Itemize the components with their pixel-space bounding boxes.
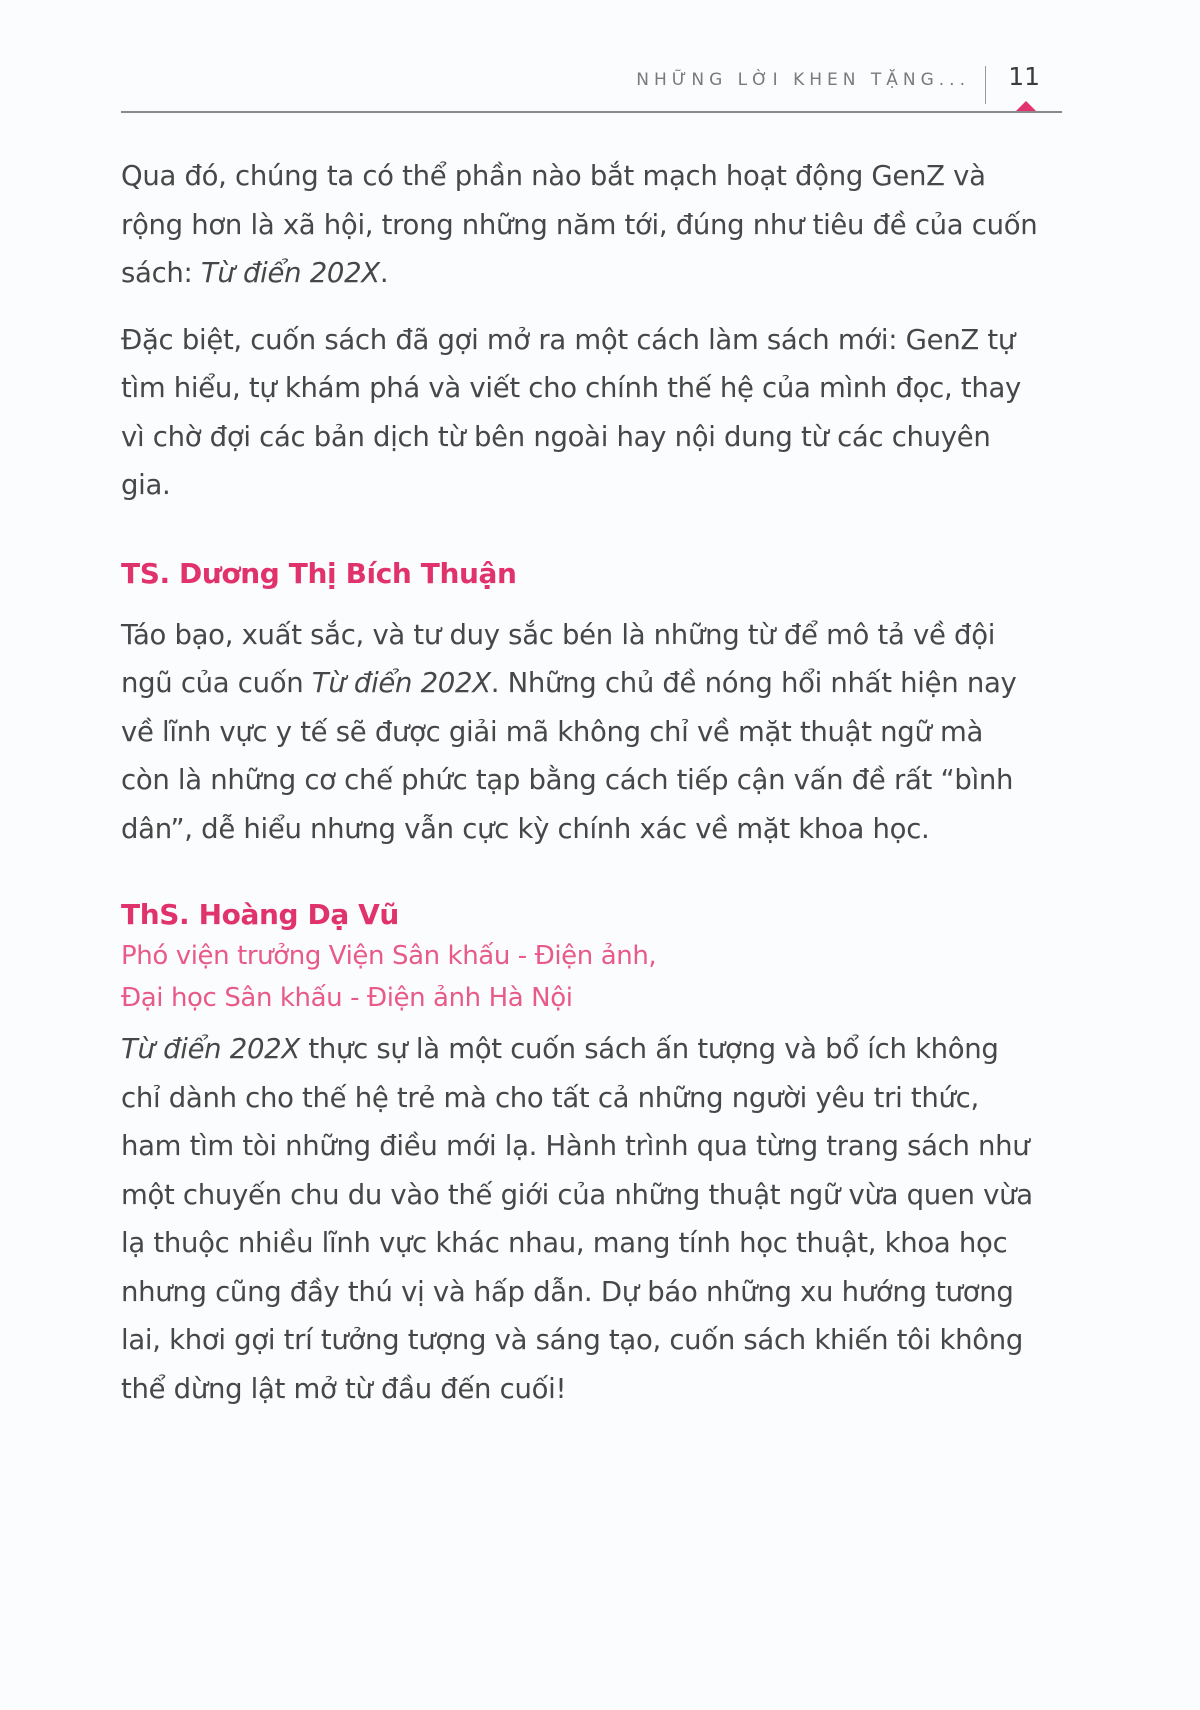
running-header-title: NHỮNG LỜI KHEN TẶNG... (636, 70, 970, 90)
page-content (121, 152, 1039, 1413)
author-role-line-1: Phó viện trưởng Viện Sân khấu - Điện ảnh, (121, 941, 657, 971)
testimonial-quote-2 (121, 1025, 1039, 1413)
intro-paragraph-1 (121, 152, 1039, 298)
header-rule (121, 111, 1062, 113)
testimonial-author-2: ThS. Hoàng Dạ Vũ (121, 898, 399, 931)
author-role-line-2: Đại học Sân khấu - Điện ảnh Hà Nội (121, 983, 573, 1013)
triangle-marker-icon (1016, 101, 1036, 111)
running-header (121, 58, 1062, 114)
book-title: Từ điển 202X (200, 257, 380, 289)
testimonial-author-1: TS. Dương Thị Bích Thuận (121, 556, 517, 590)
page-number: 11 (1008, 62, 1040, 91)
testimonial-quote-1-after: . Những chủ đề nóng hổi nhất hiện nay về lĩnh vực y tế sẽ được giải mã không chỉ về mặt thuật ngữ mà còn là những cơ chế phức tạp bằng cách tiếp cận vấn đề rất “bình dân”, dễ hiểu nhưng vẫn cực kỳ chính xác về mặt khoa học. (121, 667, 1017, 845)
testimonial-quote-1 (121, 611, 1039, 854)
intro-paragraph-1-text: Qua đó, chúng ta có thể phần nào bắt mạch hoạt động GenZ và rộng hơn là xã hội, trong những năm tới, đúng như tiêu đề của cuốn sách: (121, 160, 1038, 289)
testimonial-quote-2-after: thực sự là một cuốn sách ấn tượng và bổ ích không chỉ dành cho thế hệ trẻ mà cho tất cả những người yêu tri thức, ham tìm tòi những điều mới lạ. Hành trình qua từng trang sách như một chuyến chu du vào thế giới của những thuật ngữ vừa quen vừa lạ thuộc nhiều lĩnh vực khác nhau, mang tính học thuật, khoa học nhưng cũng đầy thú vị và hấp dẫn. Dự báo những xu hướng tương lai, khơi gợi trí tưởng tượng và sáng tạo, cuốn sách khiến tôi không thể dừng lật mở từ đầu đến cuối! (121, 1033, 1033, 1405)
testimonial-author-2-role (121, 935, 1039, 1019)
intro-paragraph-1-tail: . (379, 257, 389, 289)
header-separator (985, 66, 986, 104)
testimonial-quote-1-title: Từ điển 202X (311, 667, 491, 699)
intro-paragraph-2: Đặc biệt, cuốn sách đã gợi mở ra một cách làm sách mới: GenZ tự tìm hiểu, tự khám phá và viết cho chính thế hệ của mình đọc, thay vì chờ đợi các bản dịch từ bên ngoài hay nội dung từ các chuyên gia. (121, 323, 1022, 501)
testimonial-quote-2-title: Từ điển 202X (121, 1033, 300, 1065)
testimonial-quote-1-before: Táo bạo, xuất sắc, và tư duy sắc bén là những từ để mô tả về đội ngũ của cuốn (121, 618, 996, 699)
